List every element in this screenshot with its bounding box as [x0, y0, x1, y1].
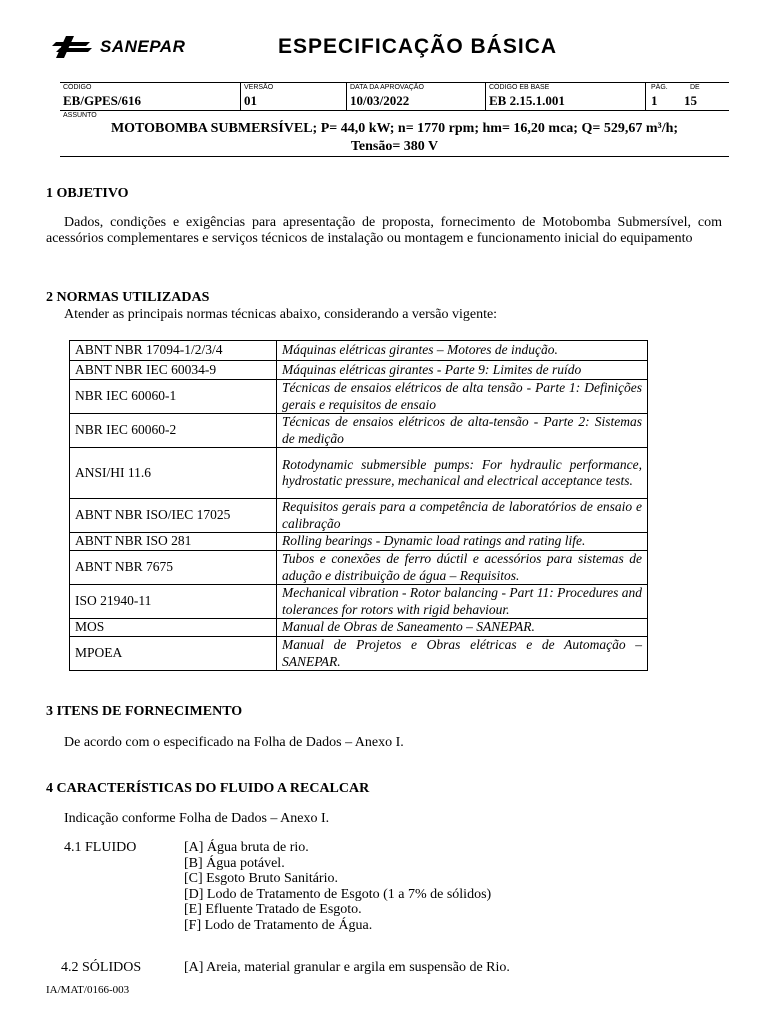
section-3-text: De acordo com o especificado na Folha de Dados – Anexo I. — [64, 735, 404, 750]
eb-base-value: EB 2.15.1.001 — [489, 93, 565, 108]
norm-code: ABNT NBR IEC 60034-9 — [70, 361, 277, 380]
norm-description: Tubos e conexões de ferro dúctil e acessórios para sistemas de adução e distribuição de água – Requisitos. — [277, 551, 648, 585]
norm-description: Manual de Obras de Saneamento – SANEPAR. — [277, 619, 648, 637]
table-row — [70, 361, 648, 380]
table-row — [70, 499, 648, 533]
section-4-2-label: 4.2 SÓLIDOS — [61, 960, 142, 975]
list-item: [B] Água potável. — [184, 855, 285, 871]
norm-description: Máquinas elétricas girantes - Parte 9: Limites de ruído — [277, 361, 648, 380]
list-item: [D] Lodo de Tratamento de Esgoto (1 a 7% de sólidos) — [184, 886, 492, 902]
divider — [240, 82, 241, 110]
versao-value: 01 — [244, 93, 257, 108]
table-row — [70, 341, 648, 361]
divider — [346, 82, 347, 110]
section-4-2-text: [A] Areia, material granular e argila em suspensão de Rio. — [184, 960, 510, 975]
assunto — [60, 120, 729, 156]
brand-name: SANEPAR — [100, 37, 186, 56]
codigo-label: CÓDIGO — [63, 84, 92, 91]
table-row — [70, 533, 648, 551]
section-2-title: 2 NORMAS UTILIZADAS — [46, 290, 210, 305]
norm-code: ISO 21940-11 — [70, 585, 277, 619]
norm-description: Requisitos gerais para a competência de laboratórios de ensaio e calibração — [277, 499, 648, 533]
sanepar-logo — [52, 34, 185, 60]
assunto-line-2: Tensão= 380 V — [350, 139, 439, 154]
sanepar-logo-icon — [52, 34, 94, 60]
norm-description: Rolling bearings - Dynamic load ratings and rating life. — [277, 533, 648, 551]
footer-code: IA/MAT/0166-003 — [46, 984, 130, 996]
header-top-rule — [60, 82, 729, 83]
list-item: [A] Água bruta de rio. — [184, 840, 309, 855]
table-row — [70, 414, 648, 448]
norm-code: MOS — [70, 619, 277, 637]
eb-base-label: CÓDIGO EB BASE — [489, 84, 550, 91]
de-value: 15 — [684, 93, 697, 108]
assunto-label: ASSUNTO — [63, 112, 97, 119]
pag-label: PÁG. — [651, 84, 668, 91]
data-aprovacao-label: DATA DA APROVAÇÃO — [350, 84, 424, 91]
divider — [645, 82, 646, 110]
section-3-title: 3 ITENS DE FORNECIMENTO — [46, 704, 243, 719]
table-row — [70, 380, 648, 414]
table-row — [70, 637, 648, 671]
assunto-line-1: MOTOBOMBA SUBMERSÍVEL; P= 44,0 kW; n= 1770 rpm; hm= 16,20 mca; Q= 529,67 m³/h; — [110, 121, 679, 136]
norm-code: ABNT NBR ISO/IEC 17025 — [70, 499, 277, 533]
norm-code: NBR IEC 60060-1 — [70, 380, 277, 414]
norm-description: Manual de Projetos e Obras elétricas e de Automação – SANEPAR. — [277, 637, 648, 671]
de-label: DE — [690, 84, 700, 91]
document-title: ESPECIFICAÇÃO BÁSICA — [278, 35, 558, 58]
data-aprovacao-value: 10/03/2022 — [350, 93, 410, 108]
table-row — [70, 619, 648, 637]
section-4-title: 4 CARACTERÍSTICAS DO FLUIDO A RECALCAR — [46, 781, 370, 796]
norm-code: MPOEA — [70, 637, 277, 671]
section-1-title: 1 OBJETIVO — [46, 186, 129, 201]
norm-code: ABNT NBR 17094-1/2/3/4 — [70, 341, 277, 361]
norms-table — [69, 340, 648, 671]
norm-description: Técnicas de ensaios elétricos de alta-tensão - Parte 2: Sistemas de medição — [277, 414, 648, 448]
norm-description: Rotodynamic submersible pumps: For hydraulic performance, hydrostatic pressure, mechanical and electrical acceptance tests. — [277, 448, 648, 499]
norm-description: Técnicas de ensaios elétricos de alta tensão - Parte 1: Definições gerais e requisitos de ensaio — [277, 380, 648, 414]
norm-code: NBR IEC 60060-2 — [70, 414, 277, 448]
divider — [485, 82, 486, 110]
norm-code: ABNT NBR 7675 — [70, 551, 277, 585]
codigo-value: EB/GPES/616 — [63, 93, 142, 108]
section-4-text: Indicação conforme Folha de Dados – Anexo I. — [64, 811, 330, 826]
table-row — [70, 585, 648, 619]
section-2-text: Atender as principais normas técnicas abaixo, considerando a versão vigente: — [64, 307, 498, 322]
norm-code: ANSI/HI 11.6 — [70, 448, 277, 499]
pag-value: 1 — [651, 93, 658, 108]
versao-label: VERSÃO — [244, 84, 274, 91]
header-bottom-rule — [60, 156, 729, 157]
list-item: [F] Lodo de Tratamento de Água. — [184, 917, 373, 933]
table-row — [70, 448, 648, 499]
table-row — [70, 551, 648, 585]
section-1-text: Dados, condições e exigências para apresentação de proposta, fornecimento de Motobomba Submersível, com acessórios complementares e serviços técnicos de instalação ou montagem e funcionamento inicial do equipamento — [46, 215, 722, 246]
list-item: [C] Esgoto Bruto Sanitário. — [184, 871, 338, 886]
norm-description: Máquinas elétricas girantes – Motores de indução. — [277, 341, 648, 361]
section-4-1-label: 4.1 FLUIDO — [64, 840, 137, 855]
list-item: [E] Efluente Tratado de Esgoto. — [184, 902, 362, 917]
norm-description: Mechanical vibration - Rotor balancing - Part 11: Procedures and tolerances for rotors with rigid behaviour. — [277, 585, 648, 619]
header-mid-rule — [60, 110, 729, 111]
fluid-options — [184, 840, 491, 933]
norm-code: ABNT NBR ISO 281 — [70, 533, 277, 551]
